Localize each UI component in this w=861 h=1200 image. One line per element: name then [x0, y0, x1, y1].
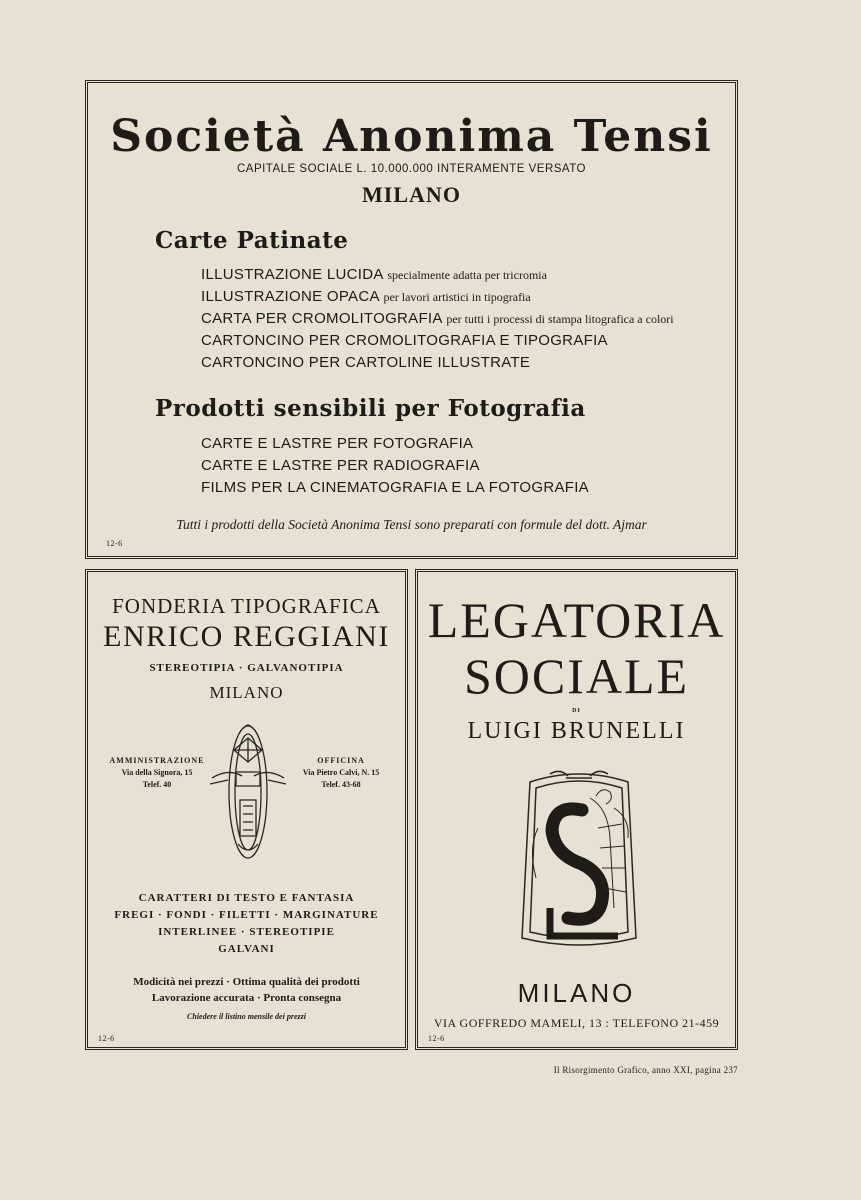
service-line: GALVANI — [218, 943, 275, 955]
item-detail: per lavori artistici in tipografia — [383, 290, 531, 304]
office-label: OFFICINA — [317, 756, 365, 765]
ad-code: 12-6 — [428, 1034, 445, 1043]
item-name: ILLUSTRAZIONE LUCIDA — [201, 266, 383, 283]
tensi-footnote: Tutti i prodotti della Società Anonima Tensi sono preparati con formule del dott. Ajmar — [176, 517, 647, 532]
list-item: CARTE E LASTRE PER RADIOGRAFIA — [201, 457, 480, 474]
list-item: CARTE E LASTRE PER FOTOGRAFIA — [201, 435, 474, 452]
legatoria-line2: SOCIALE — [463, 648, 690, 704]
reggiani-city: MILANO — [209, 683, 284, 702]
ad-code: 12-6 — [98, 1034, 115, 1043]
list-item — [201, 308, 674, 330]
tensi-city: MILANO — [362, 182, 461, 207]
ad-reggiani — [85, 569, 408, 1050]
item-name: CARTONCINO PER CARTOLINE ILLUSTRATE — [201, 354, 531, 371]
item-name: CARTA PER CROMOLITOGRAFIA — [201, 310, 442, 327]
reggiani-services-line: STEREOTIPIA · GALVANOTIPIA — [149, 662, 344, 674]
office-phone: Telef. 43-68 — [321, 780, 361, 789]
ad-legatoria — [415, 569, 738, 1050]
tensi-capital: CAPITALE SOCIALE L. 10.000.000 INTERAMENTE VERSATO — [236, 163, 587, 175]
price-list-note: Chiedere il listino mensile dei prezzi — [187, 1012, 306, 1021]
ad-tensi — [85, 80, 738, 559]
reggiani-name: ENRICO REGGIANI — [103, 620, 390, 653]
admin-address: Via della Signora, 15 — [121, 768, 193, 777]
section-heading-carte-patinate: Carte Patinate — [155, 227, 349, 254]
admin-label: AMMINISTRAZIONE — [109, 756, 205, 765]
quality-line: Lavorazione accurata · Pronta consegna — [151, 992, 342, 1004]
item-name: ILLUSTRAZIONE OPACA — [201, 288, 379, 305]
item-detail: specialmente adatta per tricromia — [387, 268, 547, 282]
tensi-title: Società Anonima Tensi — [110, 111, 713, 162]
list-item: FILMS PER LA CINEMATOGRAFIA E LA FOTOGRAFIA — [201, 479, 589, 496]
legatoria-city: MILANO — [517, 978, 636, 1008]
ornamental-emblem-icon — [208, 720, 288, 865]
office-block — [286, 755, 396, 791]
admin-phone: Telef. 40 — [142, 780, 172, 789]
sl-monogram-icon — [510, 768, 648, 954]
item-detail: per tutti i processi di stampa litografica a colori — [446, 312, 674, 326]
admin-block — [102, 755, 212, 791]
service-line: FREGI · FONDI · FILETTI · MARGINATURE — [114, 909, 379, 921]
item-name: CARTONCINO PER CROMOLITOGRAFIA E TIPOGRAFIA — [201, 332, 608, 349]
service-line: CARATTERI DI TESTO E FANTASIA — [138, 892, 355, 904]
list-item — [201, 264, 674, 286]
legatoria-line1: LEGATORIA — [427, 592, 726, 648]
prodotti-sensibili-list — [201, 433, 589, 499]
carte-patinate-list — [201, 264, 674, 374]
legatoria-owner: LUIGI BRUNELLI — [467, 718, 686, 744]
reggiani-line1: FONDERIA TIPOGRAFICA — [112, 594, 381, 618]
list-item — [201, 286, 674, 308]
legatoria-di: DI — [572, 708, 581, 714]
quality-line: Modicità nei prezzi · Ottima qualità dei prodotti — [133, 976, 360, 988]
service-line: INTERLINEE · STEREOTIPIE — [158, 926, 335, 938]
page-folio: Il Risorgimento Grafico, anno XXI, pagina 237 — [553, 1065, 738, 1075]
section-heading-prodotti-sensibili: Prodotti sensibili per Fotografia — [155, 395, 586, 422]
quality-lines — [88, 974, 405, 1006]
services-list — [88, 890, 405, 958]
ad-code: 12-6 — [106, 539, 123, 548]
legatoria-address: VIA GOFFREDO MAMELI, 13 : TELEFONO 21-459 — [433, 1016, 720, 1030]
list-item — [201, 330, 674, 352]
list-item — [201, 352, 674, 374]
office-address: Via Pietro Calvi, N. 15 — [302, 768, 380, 777]
